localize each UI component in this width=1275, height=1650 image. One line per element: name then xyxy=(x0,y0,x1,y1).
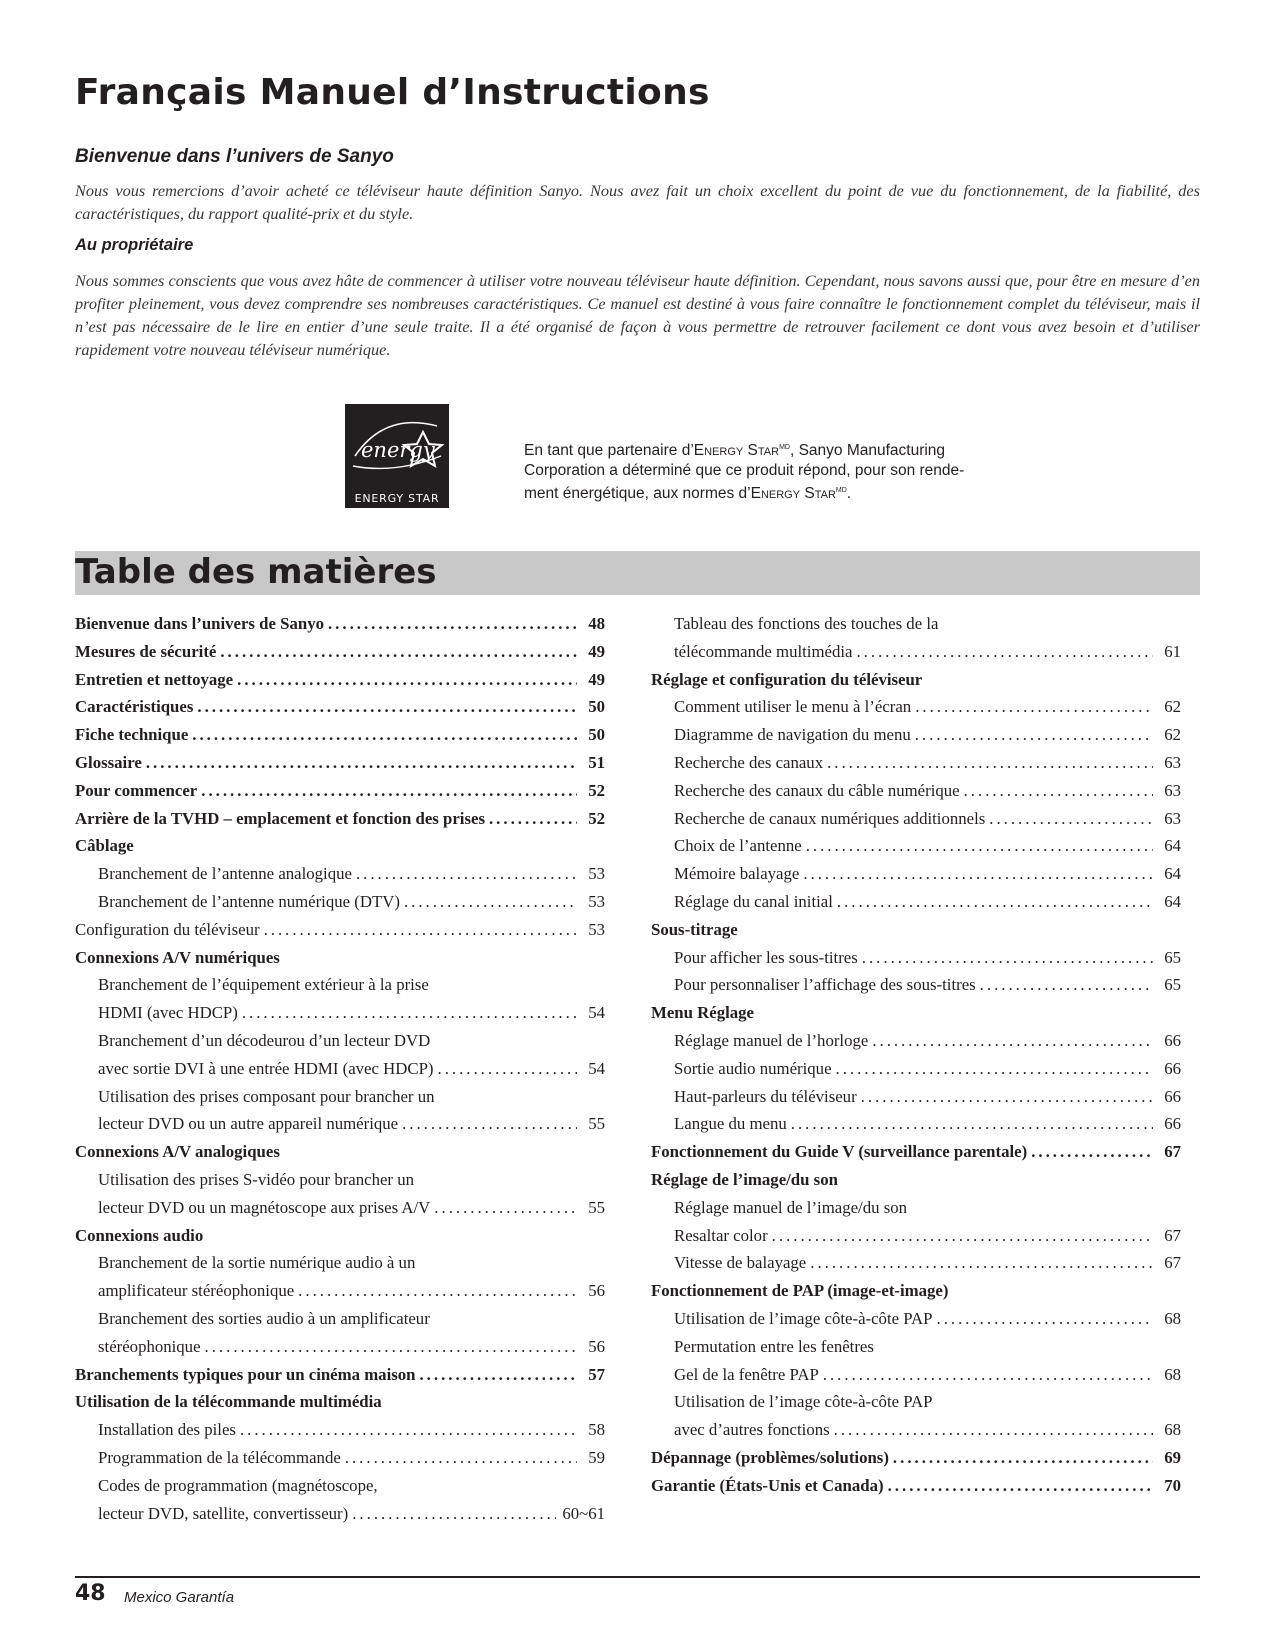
toc-entry xyxy=(75,1309,605,1337)
toc-entry xyxy=(651,1337,1181,1365)
toc-entry xyxy=(651,725,1181,753)
toc-page-number: 65 xyxy=(1164,947,1181,967)
toc-entry-text: Branchement d’un décodeurou d’un lecteur DVD xyxy=(98,1030,431,1050)
toc-entry xyxy=(651,1003,1181,1031)
toc-leader-dots xyxy=(937,1309,1154,1329)
toc-entry xyxy=(75,1365,605,1393)
toc-leader-dots xyxy=(197,697,577,717)
toc-entry-text: Resaltar color xyxy=(674,1225,768,1245)
energy-script: energy xyxy=(361,438,435,462)
toc-leader-dots xyxy=(861,1087,1153,1107)
toc-leader-dots xyxy=(1031,1142,1153,1162)
welcome-paragraph: Nous vous remercions d’avoir acheté ce téléviseur haute définition Sanyo. Nous avez fait un choix excellent du point de vue du fonctionnement, de la fiabilité, des caractéristiques, du rapport qualité-prix et du style. xyxy=(75,181,1200,223)
toc-entry xyxy=(75,1476,605,1504)
toc-entry-text: Installation des piles xyxy=(98,1420,236,1440)
toc-entry xyxy=(651,642,1181,670)
toc-entry-text: Réglage manuel de l’image/du son xyxy=(674,1197,908,1217)
toc-entry xyxy=(75,1420,605,1448)
energy-star-logo xyxy=(345,404,449,508)
toc-entry-text: avec d’autres fonctions xyxy=(674,1420,830,1440)
toc-entry-text: Utilisation de l’image côte-à-côte PAP xyxy=(674,1308,933,1328)
toc-entry-text: Recherche des canaux xyxy=(674,752,824,772)
toc-entry xyxy=(651,1114,1181,1142)
toc-entry xyxy=(75,948,605,976)
toc-page-number: 63 xyxy=(1164,752,1181,772)
toc-entry-text: Réglage du canal initial xyxy=(674,891,833,911)
toc-leader-dots xyxy=(240,1420,577,1440)
toc-entry-text: Programmation de la télécommande xyxy=(98,1447,341,1467)
toc-right-column xyxy=(651,614,1181,1504)
toc-page-number: 54 xyxy=(588,1003,605,1023)
toc-leader-dots xyxy=(827,753,1153,773)
toc-entry xyxy=(75,1198,605,1226)
page-title: Français Manuel d’Instructions xyxy=(75,72,710,113)
toc-leader-dots xyxy=(837,892,1153,912)
toc-leader-dots xyxy=(810,1253,1153,1273)
toc-entry xyxy=(75,864,605,892)
toc-entry xyxy=(75,1142,605,1170)
toc-leader-dots xyxy=(220,642,577,662)
toc-leader-dots xyxy=(419,1365,577,1385)
toc-entry-text: Recherche des canaux du câble numérique xyxy=(674,780,960,800)
toc-entry xyxy=(651,1365,1181,1393)
toc-page-number: 62 xyxy=(1164,725,1181,745)
toc-entry xyxy=(75,836,605,864)
toc-entry xyxy=(75,781,605,809)
toc-leader-dots xyxy=(893,1448,1153,1468)
toc-leader-dots xyxy=(242,1003,577,1023)
owner-paragraph: Nous sommes conscients que vous avez hâte de commencer à utiliser votre nouveau téléviseur haute définition. Cependant, nous savons aussi que, pour être en mesure d’en profiter pleinement, vous devez comprendre ses nombreuses caractéristiques. Ce manuel est destiné à vous faire connaître le fonctionnement complet du téléviseur, mais il n’est pas nécessaire de le lire en entier d’une seule traite. Il a été organisé de façon à vous permettre de retrouver facilement ce dont vous avez besoin et d’utiliser rapidement votre nouveau téléviseur numérique. xyxy=(75,271,1200,359)
toc-entry xyxy=(75,1114,605,1142)
toc-entry xyxy=(75,1281,605,1309)
toc-entry-text: Branchement de l’antenne numérique (DTV) xyxy=(98,891,400,911)
toc-entry xyxy=(75,892,605,920)
toc-entry xyxy=(651,920,1181,948)
toc-leader-dots xyxy=(237,670,577,690)
toc-entry xyxy=(651,1281,1181,1309)
toc-entry xyxy=(651,753,1181,781)
toc-page-number: 51 xyxy=(588,752,605,772)
toc-page-number: 48 xyxy=(588,614,605,633)
toc-page-number: 55 xyxy=(588,1114,605,1134)
toc-entry-text: Bienvenue dans l’univers de Sanyo xyxy=(75,614,324,633)
toc-entry-text: Réglage manuel de l’horloge xyxy=(674,1030,869,1050)
toc-title: Table des matières xyxy=(75,552,437,592)
toc-entry-text: Fonctionnement du Guide V (surveillance parentale) xyxy=(651,1142,1028,1162)
toc-leader-dots xyxy=(298,1281,577,1301)
toc-entry-text: Garantie (États-Unis et Canada) xyxy=(651,1475,884,1495)
toc-entry-text: Câblage xyxy=(75,836,134,856)
toc-leader-dots xyxy=(438,1059,578,1079)
toc-entry-text: Haut-parleurs du téléviseur xyxy=(674,1086,857,1106)
toc-page-number: 62 xyxy=(1164,697,1181,717)
toc-page-number: 50 xyxy=(588,697,605,717)
toc-page-number: 64 xyxy=(1164,836,1181,856)
toc-entry xyxy=(75,1504,605,1532)
toc-page-number: 55 xyxy=(588,1197,605,1217)
toc-page-number: 64 xyxy=(1164,891,1181,911)
toc-page-number: 67 xyxy=(1164,1225,1181,1245)
toc-entry xyxy=(75,725,605,753)
owner-heading: Au propriétaire xyxy=(75,236,194,254)
toc-entry-text: Comment utiliser le menu à l’écran xyxy=(674,697,912,717)
toc-entry-text: Connexions A/V numériques xyxy=(75,947,280,967)
toc-entry-text: Réglage et configuration du téléviseur xyxy=(651,669,923,689)
toc-page-number: 67 xyxy=(1164,1142,1181,1162)
toc-entry xyxy=(651,948,1181,976)
welcome-heading: Bienvenue dans l’univers de Sanyo xyxy=(75,146,394,167)
toc-entry xyxy=(651,1198,1181,1226)
toc-page-number: 56 xyxy=(588,1336,605,1356)
toc-page-number: 65 xyxy=(1164,975,1181,995)
toc-leader-dots xyxy=(862,948,1153,968)
toc-entry-text: HDMI (avec HDCP) xyxy=(98,1003,238,1023)
toc-entry xyxy=(75,697,605,725)
toc-entry xyxy=(651,670,1181,698)
toc-entry xyxy=(75,1226,605,1254)
toc-entry-text: Recherche de canaux numériques additionnels xyxy=(674,808,986,828)
toc-entry xyxy=(75,1087,605,1115)
toc-entry xyxy=(75,642,605,670)
toc-entry xyxy=(651,1087,1181,1115)
toc-entry xyxy=(75,1448,605,1476)
toc-entry-text: Mémoire balayage xyxy=(674,864,800,884)
toc-entry-text: Langue du menu xyxy=(674,1114,787,1134)
toc-page-number: 53 xyxy=(588,919,605,939)
toc-entry-text: Caractéristiques xyxy=(75,697,194,717)
toc-leader-dots xyxy=(772,1226,1153,1246)
toc-entry-text: Pour personnaliser l’affichage des sous-titres xyxy=(674,975,976,995)
toc-entry xyxy=(75,1253,605,1281)
toc-entry xyxy=(651,614,1181,642)
toc-entry xyxy=(651,975,1181,1003)
toc-leader-dots xyxy=(834,1420,1153,1440)
toc-entry xyxy=(651,864,1181,892)
toc-page-number: 54 xyxy=(588,1058,605,1078)
toc-entry-text: Diagramme de navigation du menu xyxy=(674,725,911,745)
toc-page-number: 49 xyxy=(588,669,605,689)
toc-leader-dots xyxy=(980,975,1153,995)
toc-entry-text: Utilisation des prises S-vidéo pour brancher un xyxy=(98,1169,414,1189)
toc-entry-text: Branchement de l’équipement extérieur à la prise xyxy=(98,975,429,995)
toc-leader-dots xyxy=(791,1114,1153,1134)
toc-leader-dots xyxy=(201,781,577,801)
toc-entry xyxy=(651,1253,1181,1281)
toc-entry-text: Gel de la fenêtre PAP xyxy=(674,1364,819,1384)
toc-page-number: 66 xyxy=(1164,1086,1181,1106)
toc-entry-text: Sous-titrage xyxy=(651,919,738,939)
toc-entry-text: Branchement de la sortie numérique audio à un xyxy=(98,1253,416,1273)
toc-entry-text: Branchement de l’antenne analogique xyxy=(98,864,352,884)
toc-leader-dots xyxy=(352,1504,556,1524)
toc-entry xyxy=(651,1309,1181,1337)
toc-page-number: 64 xyxy=(1164,864,1181,884)
toc-entry-text: Fonctionnement de PAP (image-et-image) xyxy=(651,1281,949,1301)
toc-entry-text: Connexions audio xyxy=(75,1225,204,1245)
toc-entry xyxy=(75,1003,605,1031)
toc-entry xyxy=(75,1337,605,1365)
toc-page-number: 58 xyxy=(588,1420,605,1440)
toc-page-number: 60~61 xyxy=(562,1503,605,1523)
toc-page-number: 59 xyxy=(588,1447,605,1467)
toc-entry-text: Pour commencer xyxy=(75,780,198,800)
toc-entry xyxy=(651,892,1181,920)
toc-entry xyxy=(651,1448,1181,1476)
toc-page-number: 68 xyxy=(1164,1364,1181,1384)
footer-rule xyxy=(75,1576,1200,1578)
toc-leader-dots xyxy=(345,1448,577,1468)
toc-page-number: 61 xyxy=(1164,641,1181,661)
toc-page-number: 56 xyxy=(588,1281,605,1301)
toc-leader-dots xyxy=(989,809,1153,829)
toc-entry-text: Pour afficher les sous-titres xyxy=(674,947,858,967)
toc-left-column xyxy=(75,614,605,1531)
toc-entry-text: Configuration du téléviseur xyxy=(75,919,260,939)
toc-leader-dots xyxy=(489,809,577,829)
toc-page-number: 66 xyxy=(1164,1030,1181,1050)
energy-star-icon xyxy=(345,404,449,488)
toc-page-number: 50 xyxy=(588,725,605,745)
toc-entry-text: Codes de programmation (magnétoscope, xyxy=(98,1475,378,1495)
toc-entry-text: Utilisation de la télécommande multimédia xyxy=(75,1392,382,1412)
toc-entry-text: Mesures de sécurité xyxy=(75,641,217,661)
toc-entry xyxy=(651,809,1181,837)
energy-star-caption: ENERGY STAR xyxy=(354,492,440,505)
toc-entry-text: Choix de l’antenne xyxy=(674,836,802,856)
toc-entry-text: Connexions A/V analogiques xyxy=(75,1142,280,1162)
toc-page-number: 68 xyxy=(1164,1308,1181,1328)
toc-entry-text: lecteur DVD, satellite, convertisseur) xyxy=(98,1503,349,1523)
toc-entry-text: Utilisation de l’image côte-à-côte PAP xyxy=(674,1392,933,1412)
toc-leader-dots xyxy=(146,753,577,773)
toc-entry xyxy=(75,1031,605,1059)
toc-entry-text: Réglage de l’image/du son xyxy=(651,1169,838,1189)
toc-entry xyxy=(75,614,605,642)
toc-leader-dots xyxy=(328,614,577,634)
toc-page-number: 68 xyxy=(1164,1420,1181,1440)
toc-entry xyxy=(651,1059,1181,1087)
toc-page-number: 67 xyxy=(1164,1253,1181,1273)
toc-leader-dots xyxy=(356,864,577,884)
toc-leader-dots xyxy=(402,1114,577,1134)
toc-entry xyxy=(75,670,605,698)
toc-leader-dots xyxy=(915,697,1153,717)
toc-entry-text: lecteur DVD ou un magnétoscope aux prises A/V xyxy=(98,1197,431,1217)
toc-leader-dots xyxy=(836,1059,1153,1079)
toc-entry-text: Permutation entre les fenêtres xyxy=(674,1336,874,1356)
toc-leader-dots xyxy=(823,1365,1153,1385)
toc-page-number: 69 xyxy=(1164,1447,1181,1467)
toc-page-number: 57 xyxy=(588,1364,605,1384)
toc-entry-text: amplificateur stéréophonique xyxy=(98,1281,295,1301)
toc-entry-text: stéréophonique xyxy=(98,1336,201,1356)
toc-entry-text: Branchement des sorties audio à un amplificateur xyxy=(98,1308,430,1328)
toc-entry xyxy=(651,1392,1181,1420)
toc-entry-text: avec sortie DVI à une entrée HDMI (avec HDCP) xyxy=(98,1058,434,1078)
toc-leader-dots xyxy=(434,1198,577,1218)
toc-entry xyxy=(75,809,605,837)
toc-entry xyxy=(651,781,1181,809)
toc-leader-dots xyxy=(856,642,1153,662)
toc-page-number: 52 xyxy=(588,808,605,828)
toc-leader-dots xyxy=(806,836,1153,856)
toc-entry xyxy=(651,1170,1181,1198)
toc-entry-text: Glossaire xyxy=(75,752,142,772)
toc-entry xyxy=(651,1226,1181,1254)
toc-entry-text: télécommande multimédia xyxy=(674,641,853,661)
toc-entry xyxy=(651,1142,1181,1170)
toc-entry xyxy=(75,753,605,781)
toc-leader-dots xyxy=(888,1476,1153,1496)
page-number: 48 xyxy=(75,1581,106,1606)
footer-text: Mexico Garantía xyxy=(124,1589,235,1606)
toc-entry-text: Branchements typiques pour un cinéma maison xyxy=(75,1364,416,1384)
toc-entry-text: Vitesse de balayage xyxy=(674,1253,807,1273)
toc-leader-dots xyxy=(205,1337,577,1357)
toc-entry-text: Entretien et nettoyage xyxy=(75,669,234,689)
toc-entry-text: Tableau des fonctions des touches de la xyxy=(674,614,939,633)
toc-entry-text: Sortie audio numérique xyxy=(674,1058,832,1078)
toc-page-number: 53 xyxy=(588,864,605,884)
toc-entry-text: lecteur DVD ou un autre appareil numérique xyxy=(98,1114,399,1134)
toc-entry xyxy=(75,1170,605,1198)
toc-page-number: 70 xyxy=(1164,1475,1181,1495)
toc-entry-text: Fiche technique xyxy=(75,725,189,745)
toc-entry-text: Dépannage (problèmes/solutions) xyxy=(651,1447,889,1467)
toc-page-number: 49 xyxy=(588,641,605,661)
toc-entry xyxy=(651,1420,1181,1448)
toc-entry xyxy=(651,1031,1181,1059)
toc-entry-text: Arrière de la TVHD – emplacement et fonction des prises xyxy=(75,808,485,828)
toc-page-number: 66 xyxy=(1164,1058,1181,1078)
toc-entry xyxy=(651,836,1181,864)
toc-entry-text: Utilisation des prises composant pour brancher un xyxy=(98,1086,435,1106)
toc-leader-dots xyxy=(192,725,577,745)
toc-entry xyxy=(75,1392,605,1420)
toc-leader-dots xyxy=(964,781,1153,801)
toc-entry xyxy=(75,920,605,948)
toc-page-number: 53 xyxy=(588,891,605,911)
toc-entry xyxy=(75,975,605,1003)
toc-page-number: 66 xyxy=(1164,1114,1181,1134)
toc-page-number: 52 xyxy=(588,780,605,800)
energy-star-statement: En tant que partenaire d’Energy Star$^{MD}$, Sanyo Manufacturing Corporation a déterminé que ce produit répond, pour son rende-ment énergétique, aux normes d’Energy Star$^{MD}$. xyxy=(524,442,965,503)
toc-leader-dots xyxy=(872,1031,1153,1051)
toc-leader-dots xyxy=(915,725,1153,745)
toc-page-number: 63 xyxy=(1164,808,1181,828)
toc-leader-dots xyxy=(803,864,1153,884)
toc-leader-dots xyxy=(264,920,577,940)
toc-entry xyxy=(651,1476,1181,1504)
toc-entry xyxy=(75,1059,605,1087)
toc-entry xyxy=(651,697,1181,725)
toc-entry-text: Menu Réglage xyxy=(651,1003,754,1023)
toc-leader-dots xyxy=(404,892,577,912)
toc-page-number: 63 xyxy=(1164,780,1181,800)
